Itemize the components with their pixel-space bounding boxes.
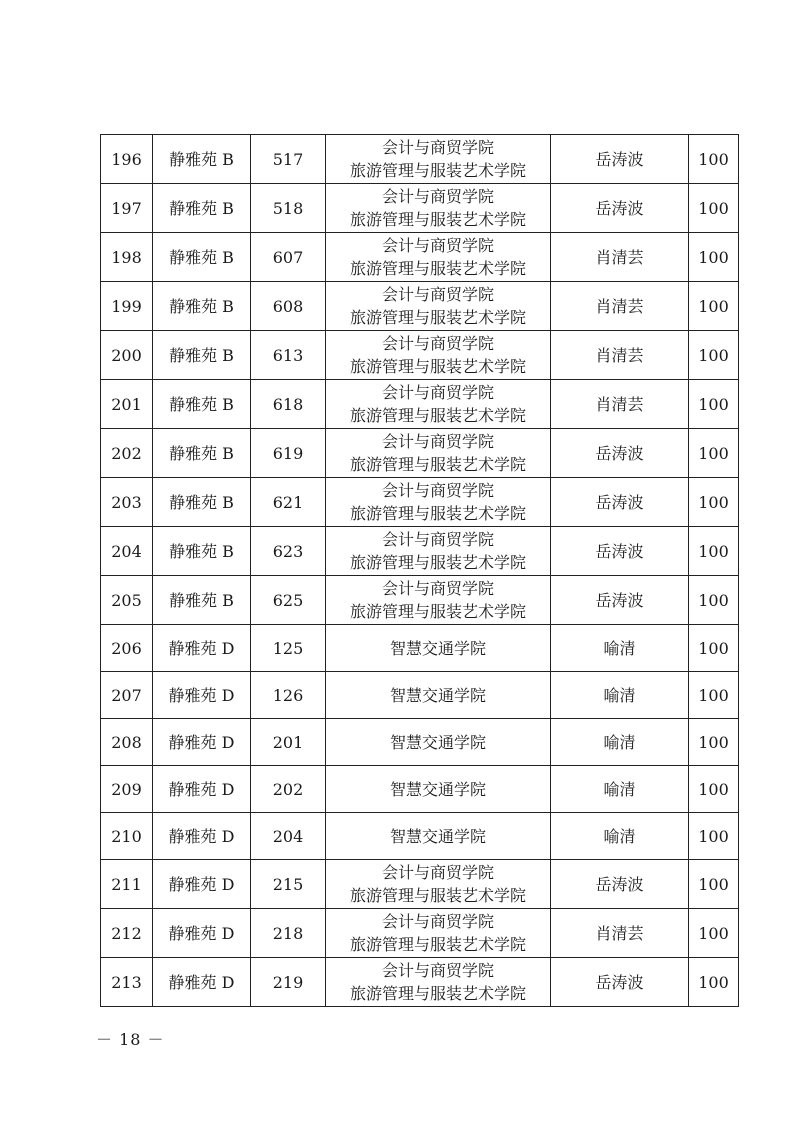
table-row — [101, 429, 739, 478]
college-name: 会计与商贸学院 — [381, 863, 494, 882]
score-cell: 100 — [689, 909, 739, 958]
college-name: 旅游管理与服装艺术学院 — [349, 886, 526, 905]
college-name: 智慧交通学院 — [389, 826, 486, 846]
page-number: － 18 － — [96, 1030, 165, 1049]
score-cell: 100 — [689, 478, 739, 527]
table-row — [101, 282, 739, 331]
college-name: 会计与商贸学院 — [381, 432, 494, 451]
college-cell — [326, 233, 551, 282]
row-number-cell: 202 — [101, 429, 153, 478]
table-body — [101, 135, 739, 1007]
room-cell: 219 — [251, 958, 326, 1007]
inspector-cell: 肖清芸 — [551, 282, 689, 331]
table-row — [101, 766, 739, 813]
college-cell — [326, 766, 551, 813]
building-cell: 静雅苑 B — [153, 429, 251, 478]
inspector-cell: 岳涛波 — [551, 429, 689, 478]
score-cell: 100 — [689, 282, 739, 331]
row-number-cell: 209 — [101, 766, 153, 813]
score-cell: 100 — [689, 184, 739, 233]
room-cell: 623 — [251, 527, 326, 576]
college-name: 旅游管理与服装艺术学院 — [349, 161, 526, 180]
table-row — [101, 672, 739, 719]
row-number-cell: 197 — [101, 184, 153, 233]
inspector-cell: 肖清芸 — [551, 331, 689, 380]
row-number-cell: 196 — [101, 135, 153, 184]
college-name: 旅游管理与服装艺术学院 — [349, 210, 526, 229]
inspector-cell: 岳涛波 — [551, 527, 689, 576]
table-row — [101, 576, 739, 625]
college-name: 智慧交通学院 — [389, 638, 486, 658]
score-cell: 100 — [689, 766, 739, 813]
inspector-cell: 岳涛波 — [551, 958, 689, 1007]
college-name: 旅游管理与服装艺术学院 — [349, 406, 526, 425]
room-cell: 204 — [251, 813, 326, 860]
row-number-cell: 198 — [101, 233, 153, 282]
inspector-cell: 喻清 — [551, 625, 689, 672]
college-name: 旅游管理与服装艺术学院 — [349, 308, 526, 327]
college-name: 智慧交通学院 — [389, 685, 486, 705]
college-name: 会计与商贸学院 — [381, 138, 494, 157]
row-number-cell: 213 — [101, 958, 153, 1007]
building-cell: 静雅苑 D — [153, 625, 251, 672]
college-name: 会计与商贸学院 — [381, 961, 494, 980]
college-name: 智慧交通学院 — [389, 732, 486, 752]
room-cell: 215 — [251, 860, 326, 909]
row-number-cell: 199 — [101, 282, 153, 331]
room-cell: 613 — [251, 331, 326, 380]
row-number-cell: 207 — [101, 672, 153, 719]
college-name: 智慧交通学院 — [389, 779, 486, 799]
college-name: 旅游管理与服装艺术学院 — [349, 935, 526, 954]
inspector-cell: 肖清芸 — [551, 380, 689, 429]
table-row — [101, 184, 739, 233]
building-cell: 静雅苑 B — [153, 478, 251, 527]
score-cell: 100 — [689, 331, 739, 380]
college-cell — [326, 860, 551, 909]
college-cell — [326, 909, 551, 958]
row-number-cell: 203 — [101, 478, 153, 527]
college-name: 会计与商贸学院 — [381, 579, 494, 598]
row-number-cell: 200 — [101, 331, 153, 380]
college-name: 旅游管理与服装艺术学院 — [349, 504, 526, 523]
room-cell: 619 — [251, 429, 326, 478]
inspector-cell: 岳涛波 — [551, 576, 689, 625]
college-cell — [326, 429, 551, 478]
table-row — [101, 135, 739, 184]
college-name: 旅游管理与服装艺术学院 — [349, 455, 526, 474]
table-row — [101, 331, 739, 380]
score-cell: 100 — [689, 625, 739, 672]
score-cell: 100 — [689, 527, 739, 576]
table-row — [101, 860, 739, 909]
inspector-cell: 喻清 — [551, 766, 689, 813]
college-cell — [326, 135, 551, 184]
building-cell: 静雅苑 D — [153, 958, 251, 1007]
score-cell: 100 — [689, 672, 739, 719]
score-cell: 100 — [689, 719, 739, 766]
inspector-cell: 喻清 — [551, 813, 689, 860]
room-cell: 202 — [251, 766, 326, 813]
score-cell: 100 — [689, 860, 739, 909]
college-name: 旅游管理与服装艺术学院 — [349, 553, 526, 572]
college-name: 会计与商贸学院 — [381, 530, 494, 549]
college-name: 会计与商贸学院 — [381, 236, 494, 255]
room-cell: 625 — [251, 576, 326, 625]
table-row — [101, 909, 739, 958]
college-cell — [326, 719, 551, 766]
building-cell: 静雅苑 B — [153, 135, 251, 184]
building-cell: 静雅苑 B — [153, 380, 251, 429]
college-cell — [326, 672, 551, 719]
row-number-cell: 205 — [101, 576, 153, 625]
college-name: 会计与商贸学院 — [381, 285, 494, 304]
college-name: 会计与商贸学院 — [381, 481, 494, 500]
room-cell: 608 — [251, 282, 326, 331]
table-row — [101, 233, 739, 282]
row-number-cell: 210 — [101, 813, 153, 860]
table-row — [101, 380, 739, 429]
college-name: 旅游管理与服装艺术学院 — [349, 357, 526, 376]
table-row — [101, 527, 739, 576]
college-cell — [326, 958, 551, 1007]
college-cell — [326, 527, 551, 576]
college-name: 旅游管理与服装艺术学院 — [349, 259, 526, 278]
building-cell: 静雅苑 D — [153, 860, 251, 909]
inspector-cell: 岳涛波 — [551, 135, 689, 184]
room-cell: 517 — [251, 135, 326, 184]
score-cell: 100 — [689, 233, 739, 282]
room-cell: 518 — [251, 184, 326, 233]
building-cell: 静雅苑 D — [153, 813, 251, 860]
building-cell: 静雅苑 B — [153, 576, 251, 625]
table-row — [101, 813, 739, 860]
score-cell: 100 — [689, 429, 739, 478]
inspector-cell: 喻清 — [551, 672, 689, 719]
table-row — [101, 958, 739, 1007]
college-cell — [326, 380, 551, 429]
college-cell — [326, 576, 551, 625]
college-name: 旅游管理与服装艺术学院 — [349, 602, 526, 621]
college-cell — [326, 813, 551, 860]
building-cell: 静雅苑 B — [153, 282, 251, 331]
row-number-cell: 212 — [101, 909, 153, 958]
building-cell: 静雅苑 D — [153, 672, 251, 719]
row-number-cell: 204 — [101, 527, 153, 576]
room-cell: 618 — [251, 380, 326, 429]
inspector-cell: 肖清芸 — [551, 909, 689, 958]
college-cell — [326, 282, 551, 331]
row-number-cell: 211 — [101, 860, 153, 909]
room-cell: 621 — [251, 478, 326, 527]
row-number-cell: 208 — [101, 719, 153, 766]
inspector-cell: 岳涛波 — [551, 184, 689, 233]
score-cell: 100 — [689, 576, 739, 625]
room-cell: 126 — [251, 672, 326, 719]
college-name: 会计与商贸学院 — [381, 334, 494, 353]
building-cell: 静雅苑 D — [153, 719, 251, 766]
building-cell: 静雅苑 B — [153, 184, 251, 233]
building-cell: 静雅苑 B — [153, 527, 251, 576]
building-cell: 静雅苑 B — [153, 233, 251, 282]
room-cell: 201 — [251, 719, 326, 766]
building-cell: 静雅苑 D — [153, 909, 251, 958]
score-cell: 100 — [689, 135, 739, 184]
college-name: 会计与商贸学院 — [381, 383, 494, 402]
score-cell: 100 — [689, 813, 739, 860]
college-cell — [326, 478, 551, 527]
college-cell — [326, 331, 551, 380]
room-cell: 125 — [251, 625, 326, 672]
dormitory-score-table — [100, 134, 739, 1007]
table-row — [101, 478, 739, 527]
building-cell: 静雅苑 B — [153, 331, 251, 380]
inspector-cell: 岳涛波 — [551, 478, 689, 527]
inspector-cell: 岳涛波 — [551, 860, 689, 909]
college-cell — [326, 625, 551, 672]
college-name: 旅游管理与服装艺术学院 — [349, 984, 526, 1003]
room-cell: 218 — [251, 909, 326, 958]
table-row — [101, 625, 739, 672]
college-cell — [326, 184, 551, 233]
building-cell: 静雅苑 D — [153, 766, 251, 813]
score-cell: 100 — [689, 958, 739, 1007]
row-number-cell: 206 — [101, 625, 153, 672]
score-cell: 100 — [689, 380, 739, 429]
inspector-cell: 肖清芸 — [551, 233, 689, 282]
college-name: 会计与商贸学院 — [381, 187, 494, 206]
table-row — [101, 719, 739, 766]
inspector-cell: 喻清 — [551, 719, 689, 766]
row-number-cell: 201 — [101, 380, 153, 429]
college-name: 会计与商贸学院 — [381, 912, 494, 931]
room-cell: 607 — [251, 233, 326, 282]
